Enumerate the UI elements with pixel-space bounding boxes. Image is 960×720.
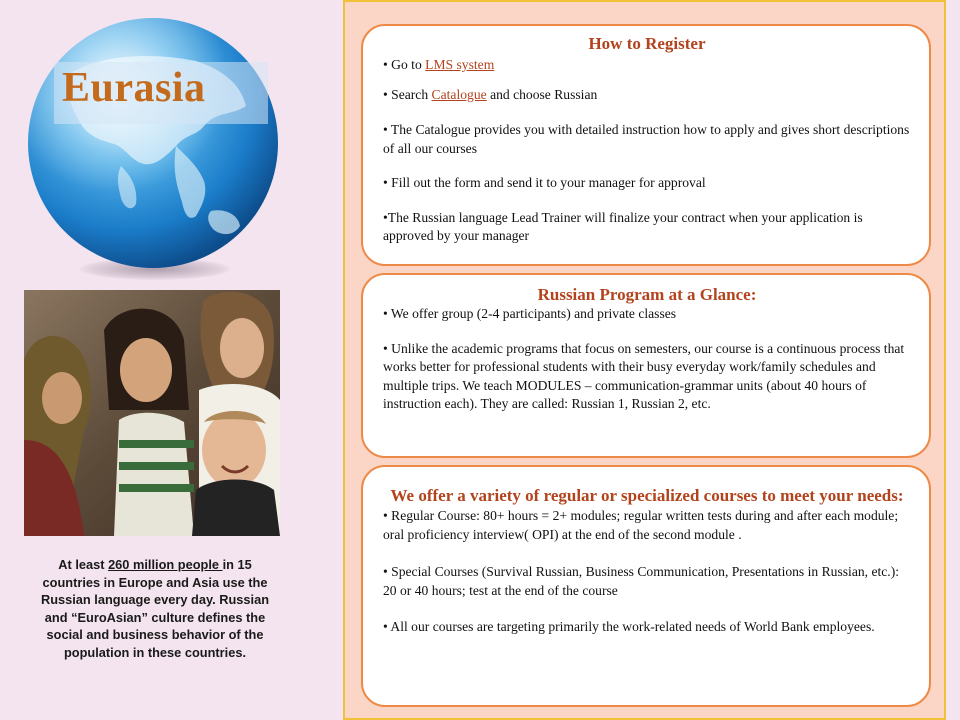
register-step-instructions: • The Catalogue provides you with detailed instruction how to apply and gives short descriptions of all our courses [383, 122, 910, 156]
how-to-register-box [361, 24, 931, 266]
register-step-catalogue-suffix: and choose Russian [486, 86, 598, 102]
program-glance-title: Russian Program at a Glance: [537, 285, 757, 304]
caption-text-after: in 15 countries in Europe and Asia use the Russian language every day. Russian and “EuroAsian” culture defines the social and business behavior of the population in these countries. [40, 557, 270, 660]
globe-graphic [20, 14, 282, 282]
caption-text-before: At least [58, 557, 109, 572]
register-step-catalogue [383, 86, 911, 105]
info-panel [343, 0, 946, 720]
globe-image [26, 16, 280, 270]
how-to-register-title: How to Register [588, 34, 706, 53]
register-step-contract: •The Russian language Lead Trainer will finalize your contract when your application is approved by your manager [383, 209, 863, 243]
courses-item-work-needs: • All our courses are targeting primarily the work-related needs of World Bank employees. [383, 619, 875, 634]
courses-title: We offer a variety of regular or specialized courses to meet your needs: [390, 486, 904, 505]
lms-system-link[interactable]: LMS system [425, 57, 495, 72]
children-photo [24, 290, 280, 536]
register-step-lms [383, 56, 911, 75]
register-step-form: • Fill out the form and send it to your manager for approval [383, 175, 706, 190]
register-step-lms-text: • Go to [383, 57, 426, 72]
population-caption [30, 556, 280, 662]
courses-box [361, 465, 931, 707]
glance-item-modules: • Unlike the academic programs that focus on semesters, our course is a continuous process that works better for professional students with their busy everyday work/family schedules and multiple trips. We teach MODULES – communication-grammar units (about 40 hours of instruction each). They are called: Russian 1, Russian 2, etc. [383, 340, 905, 411]
register-step-catalogue-text: • Search [383, 86, 432, 102]
globe-label: Eurasia [62, 65, 206, 111]
children-photo-image [24, 290, 280, 536]
glance-item-classes: • We offer group (2-4 participants) and private classes [383, 306, 677, 321]
caption-highlight: 260 million people [108, 557, 223, 572]
catalogue-link[interactable]: Catalogue [431, 86, 487, 102]
program-glance-box [361, 273, 931, 458]
courses-item-special: • Special Courses (Survival Russian, Business Communication, Presentations in Russian, etc.): 20 or 40 hours; test at the end of the course [383, 564, 899, 598]
courses-item-regular: • Regular Course: 80+ hours = 2+ modules; regular written tests during and after each module; oral proficiency interview( OPI) at the end of the second module . [383, 508, 899, 542]
